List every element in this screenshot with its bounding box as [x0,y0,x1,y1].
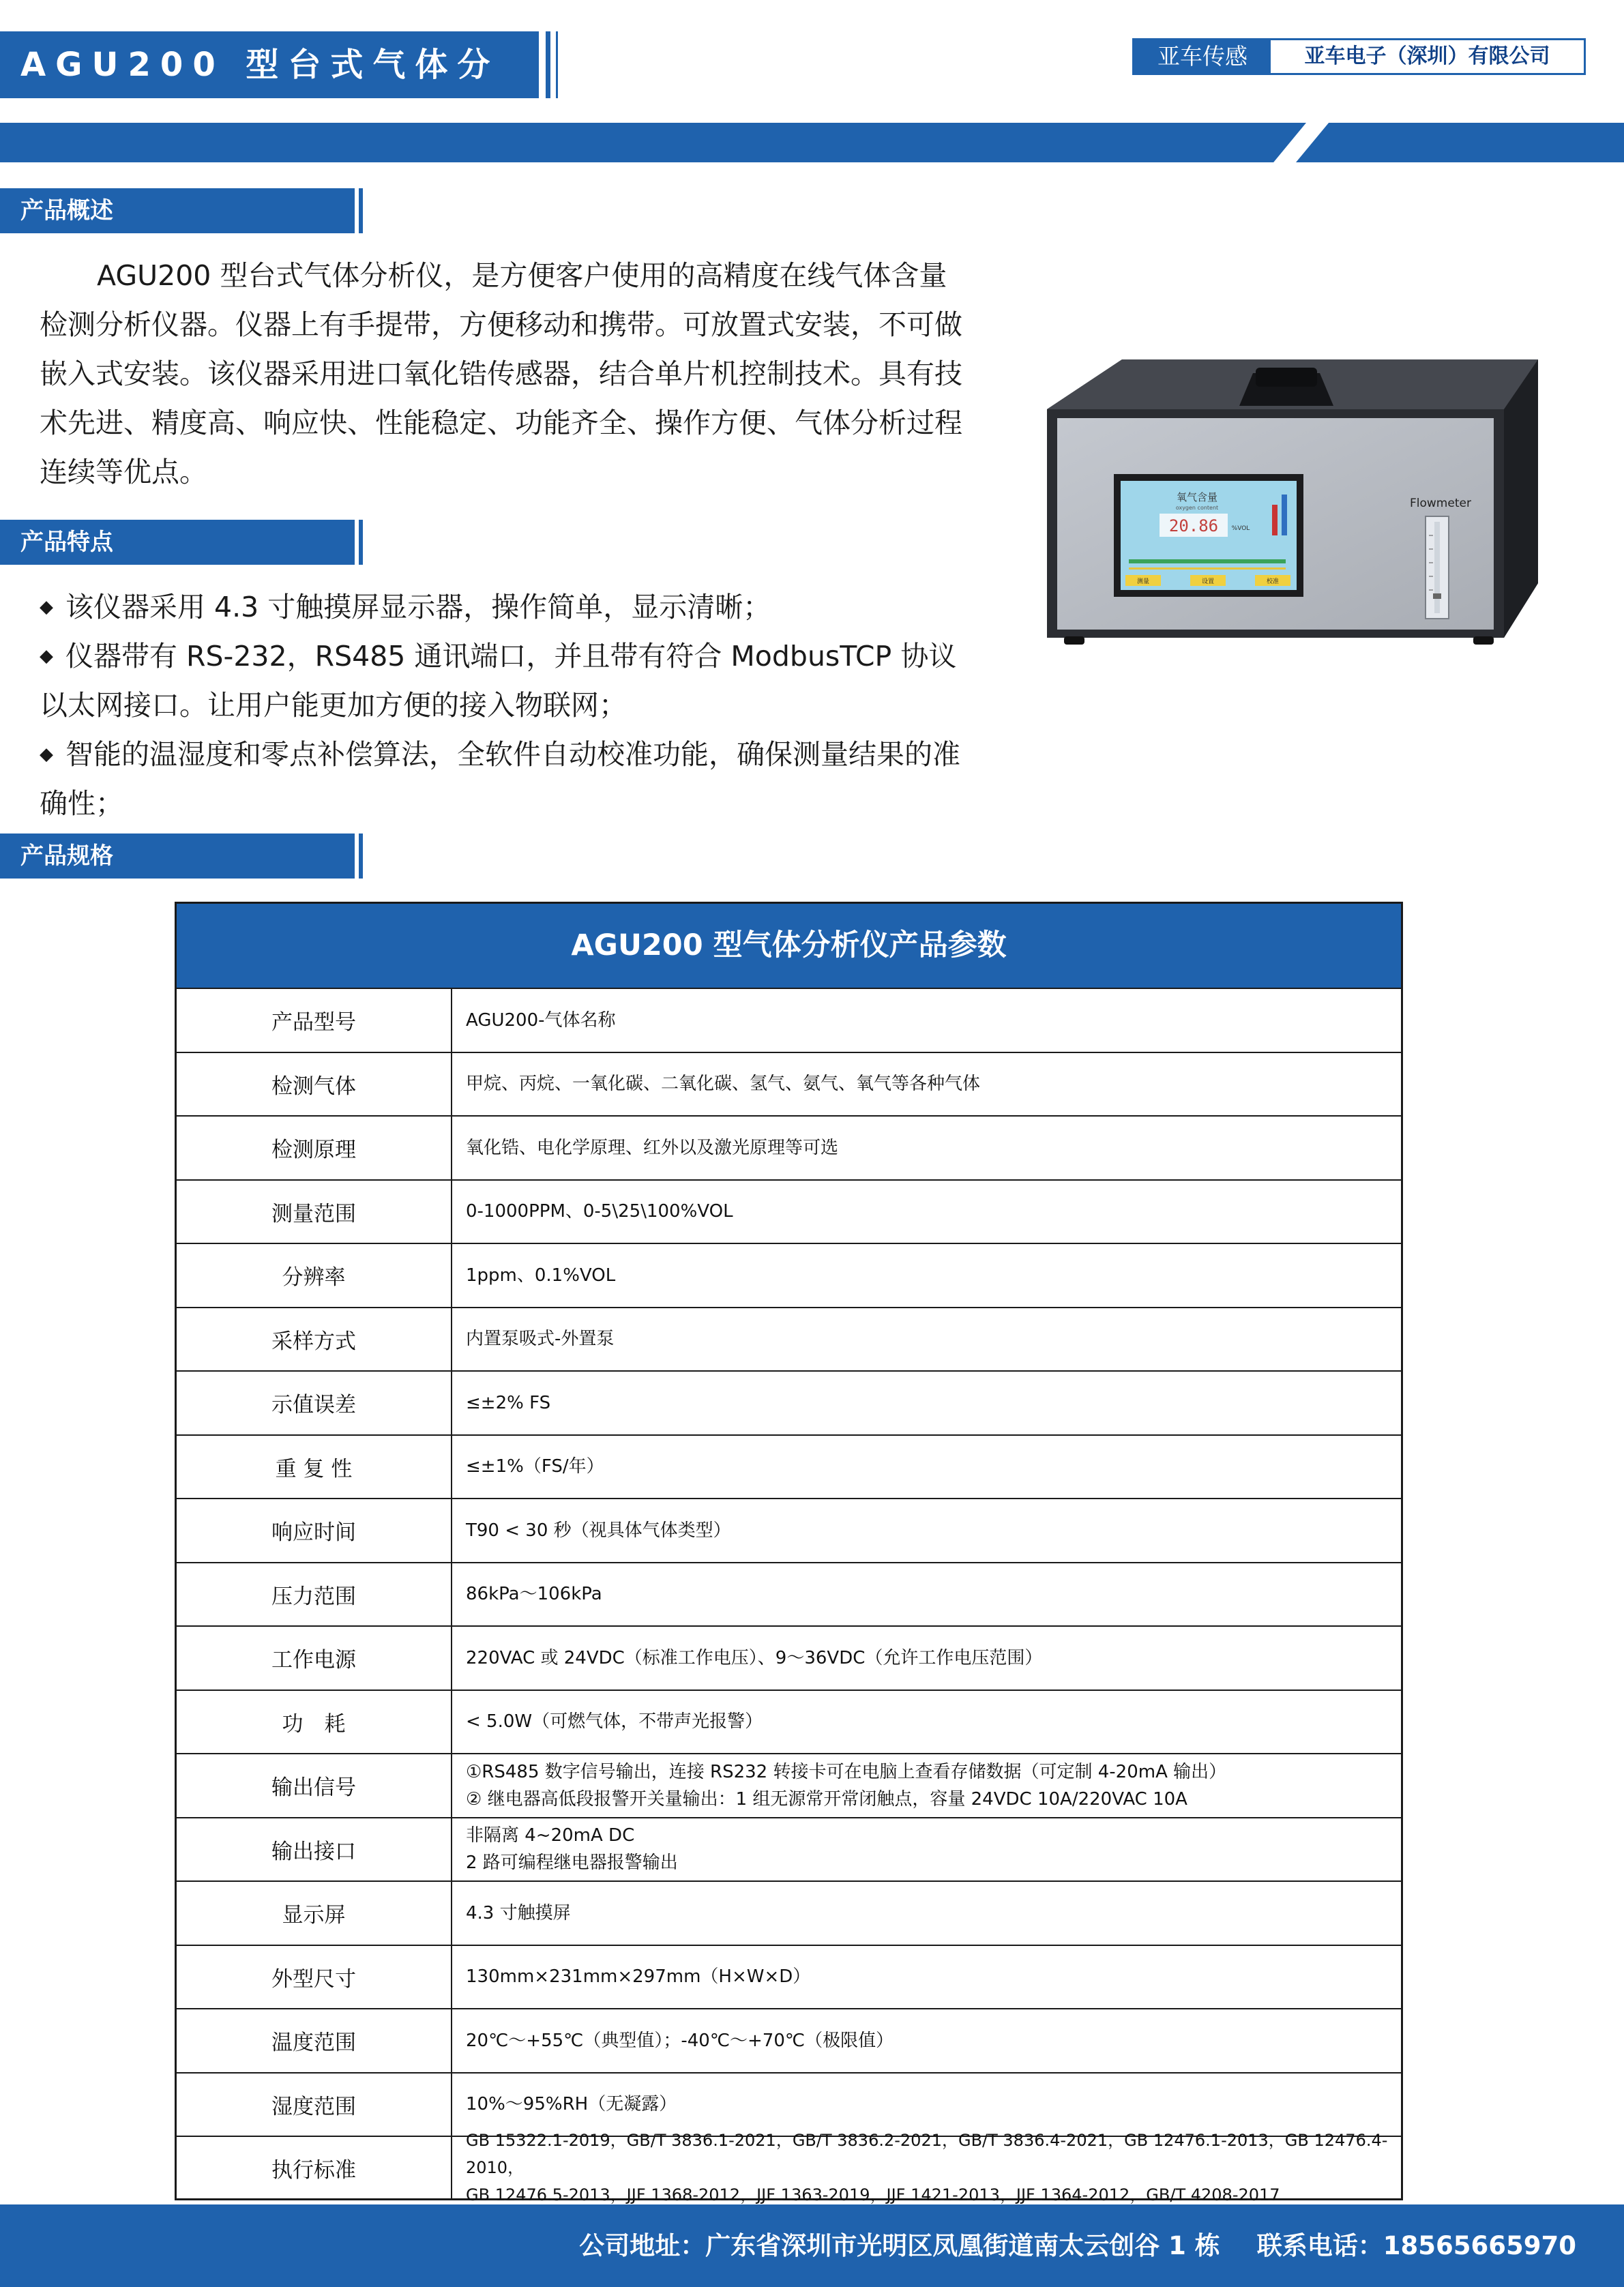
spec-row [177,1945,1401,2009]
spec-row [177,1052,1401,1116]
spec-table [175,902,1403,2204]
footer-bar [0,2204,1624,2287]
overview-line: 检测分析仪器。仪器上有手提带，方便移动和携带。可放置式安装，不可做 [40,308,962,341]
spec-value [452,1308,1401,1371]
spec-value-line: 10%～95%RH（无凝露） [466,2094,677,2115]
spec-row [177,1625,1401,1690]
bullet-diamond-icon: ◆ [40,646,53,666]
spec-key: 工作电源 [177,1627,452,1690]
spec-row [177,1243,1401,1307]
spec-key: 压力范围 [177,1563,452,1626]
spec-row [177,1370,1401,1434]
spec-value-line: ≤±1%（FS/年） [466,1456,604,1477]
spec-row [177,2008,1401,2072]
spec-row [177,1498,1401,1562]
spec-row [177,1434,1401,1499]
section-accent-bar [359,188,363,233]
spec-key: 检测原理 [177,1117,452,1179]
screen-unit: %VOL [1231,525,1250,532]
spec-value [452,2131,1401,2204]
feature-text: 智能的温湿度和零点补偿算法，全软件自动校准功能，确保测量结果的准 [65,738,960,771]
spec-value-line: 0-1000PPM、0-5\25\100%VOL [466,1201,733,1222]
section-accent-bar [359,833,363,879]
device-foot [1473,636,1494,645]
brand-company: 亚车电子（深圳）有限公司 [1304,44,1550,68]
spec-row [177,2072,1401,2136]
spec-row [177,1562,1401,1626]
spec-value [452,1691,1401,1754]
screen-button-1: 测量 [1136,578,1150,585]
section-features-header: 产品特点 [0,520,355,565]
overview-line: AGU200 型台式气体分析仪，是方便客户使用的高精度在线气体含量 [97,259,947,292]
spec-key: 分辨率 [177,1244,452,1307]
footer-phone: 联系电话：18565665970 [1256,2231,1576,2260]
brand-short: 亚车传感 [1134,40,1271,73]
spec-value-line: AGU200-气体名称 [466,1009,616,1031]
spec-value-line: 氧化锆、电化学原理、红外以及激光原理等可选 [466,1137,839,1158]
spec-row [177,1115,1401,1179]
feature-text: 该仪器采用 4.3 寸触摸屏显示器，操作简单，显示清晰； [65,591,771,623]
overview-line: 连续等优点。 [40,456,207,488]
bullet-diamond-icon: ◆ [40,597,53,617]
feature-item [40,582,994,632]
spec-value-line: GB 12476.5-2013，JJF 1368-2012，JJF 1363-2019，JJF 1421-2013，JJF 1364-2012，GB/T 4208-2017 [466,2185,1280,2204]
spec-value [452,1946,1401,2009]
bullet-diamond-icon: ◆ [40,744,53,765]
spec-value-line: < 5.0W（可燃气体，不带声光报警） [466,1711,763,1732]
spec-value-line: 甲烷、丙烷、一氧化碳、二氧化碳、氢气、氨气、氧气等各种气体 [466,1074,981,1095]
flowmeter-tube [1426,516,1449,619]
spec-value-line: 86kPa～106kPa [466,1584,602,1605]
screen-value: 20.86 [1168,516,1219,535]
spec-row [177,2131,1401,2204]
spec-value-line: T90 < 30 秒（视具体气体类型） [466,1520,731,1541]
device-photo [1033,358,1541,655]
spec-key: 示值误差 [177,1372,452,1434]
spec-value [452,1499,1401,1562]
spec-value [452,1818,1401,1881]
brand-box [1132,38,1586,75]
spec-row [177,1690,1401,1754]
page-title: AGU200 型台式气体分 [0,31,539,98]
feature-text-continued: 以太网接口。让用户能更加方便的接入物联网； [40,689,627,722]
spec-value [452,989,1401,1052]
spec-value [452,1117,1401,1179]
spec-row [177,1179,1401,1243]
spec-key: 显示屏 [177,1882,452,1945]
spec-key: 输出信号 [177,1754,452,1817]
spec-row [177,1817,1401,1881]
spec-value-line: 1ppm、0.1%VOL [466,1265,616,1286]
spec-value [452,1053,1401,1116]
header-band [0,123,1306,162]
section-accent-bar [359,520,363,565]
spec-key: 温度范围 [177,2009,452,2072]
device-foot [1064,636,1084,645]
spec-value [452,1627,1401,1690]
spec-value-line: 130mm×231mm×297mm（H×W×D） [466,1966,811,1988]
spec-value [452,1754,1401,1817]
spec-value-line: ≤±2% FS [466,1392,551,1413]
spec-value-line: ② 继电器高低段报警开关量输出：1 组无源常开常闭触点，容量 24VDC 10A/220VAC 10A [466,1788,1187,1810]
screen-button-3: 校准 [1266,578,1280,585]
overview-line: 术先进、精度高、响应快、性能稳定、功能齐全、操作方便、气体分析过程 [40,407,962,439]
overview-line: 嵌入式安装。该仪器采用进口氧化锆传感器，结合单片机控制技术。具有技 [40,357,962,390]
feature-item [40,730,994,779]
spec-row [177,988,1401,1052]
spec-key: 重 复 性 [177,1436,452,1499]
section-overview-header: 产品概述 [0,188,355,233]
spec-value [452,1372,1401,1434]
feature-item [40,632,994,681]
spec-value-line: 4.3 寸触摸屏 [466,1902,571,1923]
footer-address: 公司地址：广东省深圳市光明区凤凰街道南太云创谷 1 栋 [579,2231,1220,2260]
feature-text: 仪器带有 RS-232，RS485 通讯端口，并且带有符合 ModbusTCP 协议 [65,640,957,673]
carry-handle [1239,368,1333,406]
spec-value-line: 非隔离 4~20mA DC [466,1825,635,1846]
spec-key: 功 耗 [177,1691,452,1754]
feature-list [40,582,994,828]
touch-screen [1114,474,1303,597]
spec-value-line: 220VAC 或 24VDC（标准工作电压）、9～36VDC（允许工作电压范围） [466,1647,1043,1668]
spec-value [452,1244,1401,1307]
spec-key: 产品型号 [177,989,452,1052]
spec-value [452,1882,1401,1945]
spec-value-line: 内置泵吸式-外置泵 [466,1329,615,1350]
spec-key: 湿度范围 [177,2074,452,2136]
spec-key: 执行标准 [177,2137,452,2198]
spec-value-line: 2 路可编程继电器报警输出 [466,1853,678,1874]
title-accent-bar [546,31,550,98]
screen-button-2: 设置 [1201,578,1215,585]
overview-paragraph [40,251,981,497]
screen-subtitle: oxygen content [1175,505,1219,511]
spec-key: 外型尺寸 [177,1946,452,2009]
spec-key: 采样方式 [177,1308,452,1371]
spec-value-line: 20℃～+55℃（典型值）；-40℃～+70℃（极限值） [466,2030,894,2051]
flowmeter-label: Flowmeter [1410,497,1471,510]
spec-value [452,2009,1401,2072]
spec-row [177,1753,1401,1817]
screen-title: 氧气含量 [1176,491,1218,503]
spec-value [452,1563,1401,1626]
title-accent-line [556,31,558,98]
spec-value [452,1436,1401,1499]
spec-value [452,1181,1401,1243]
spec-key: 响应时间 [177,1499,452,1562]
spec-row [177,1880,1401,1945]
header-band-right [1296,123,1624,162]
spec-table-title: AGU200 型气体分析仪产品参数 [177,904,1401,988]
spec-value-line: ①RS485 数字信号输出，连接 RS232 转接卡可在电脑上查看存储数据（可定制 4-20mA 输出） [466,1761,1227,1782]
spec-value-line: GB 15322.1-2019，GB/T 3836.1-2021，GB/T 3836.2-2021，GB/T 3836.4-2021，GB 12476.1-2013，GB 12476.4-2010， [466,2131,1388,2177]
spec-row [177,1307,1401,1371]
spec-key: 检测气体 [177,1053,452,1116]
spec-key: 测量范围 [177,1181,452,1243]
feature-text-continued: 确性； [40,787,123,820]
spec-key: 输出接口 [177,1818,452,1881]
section-specs-header: 产品规格 [0,833,355,879]
